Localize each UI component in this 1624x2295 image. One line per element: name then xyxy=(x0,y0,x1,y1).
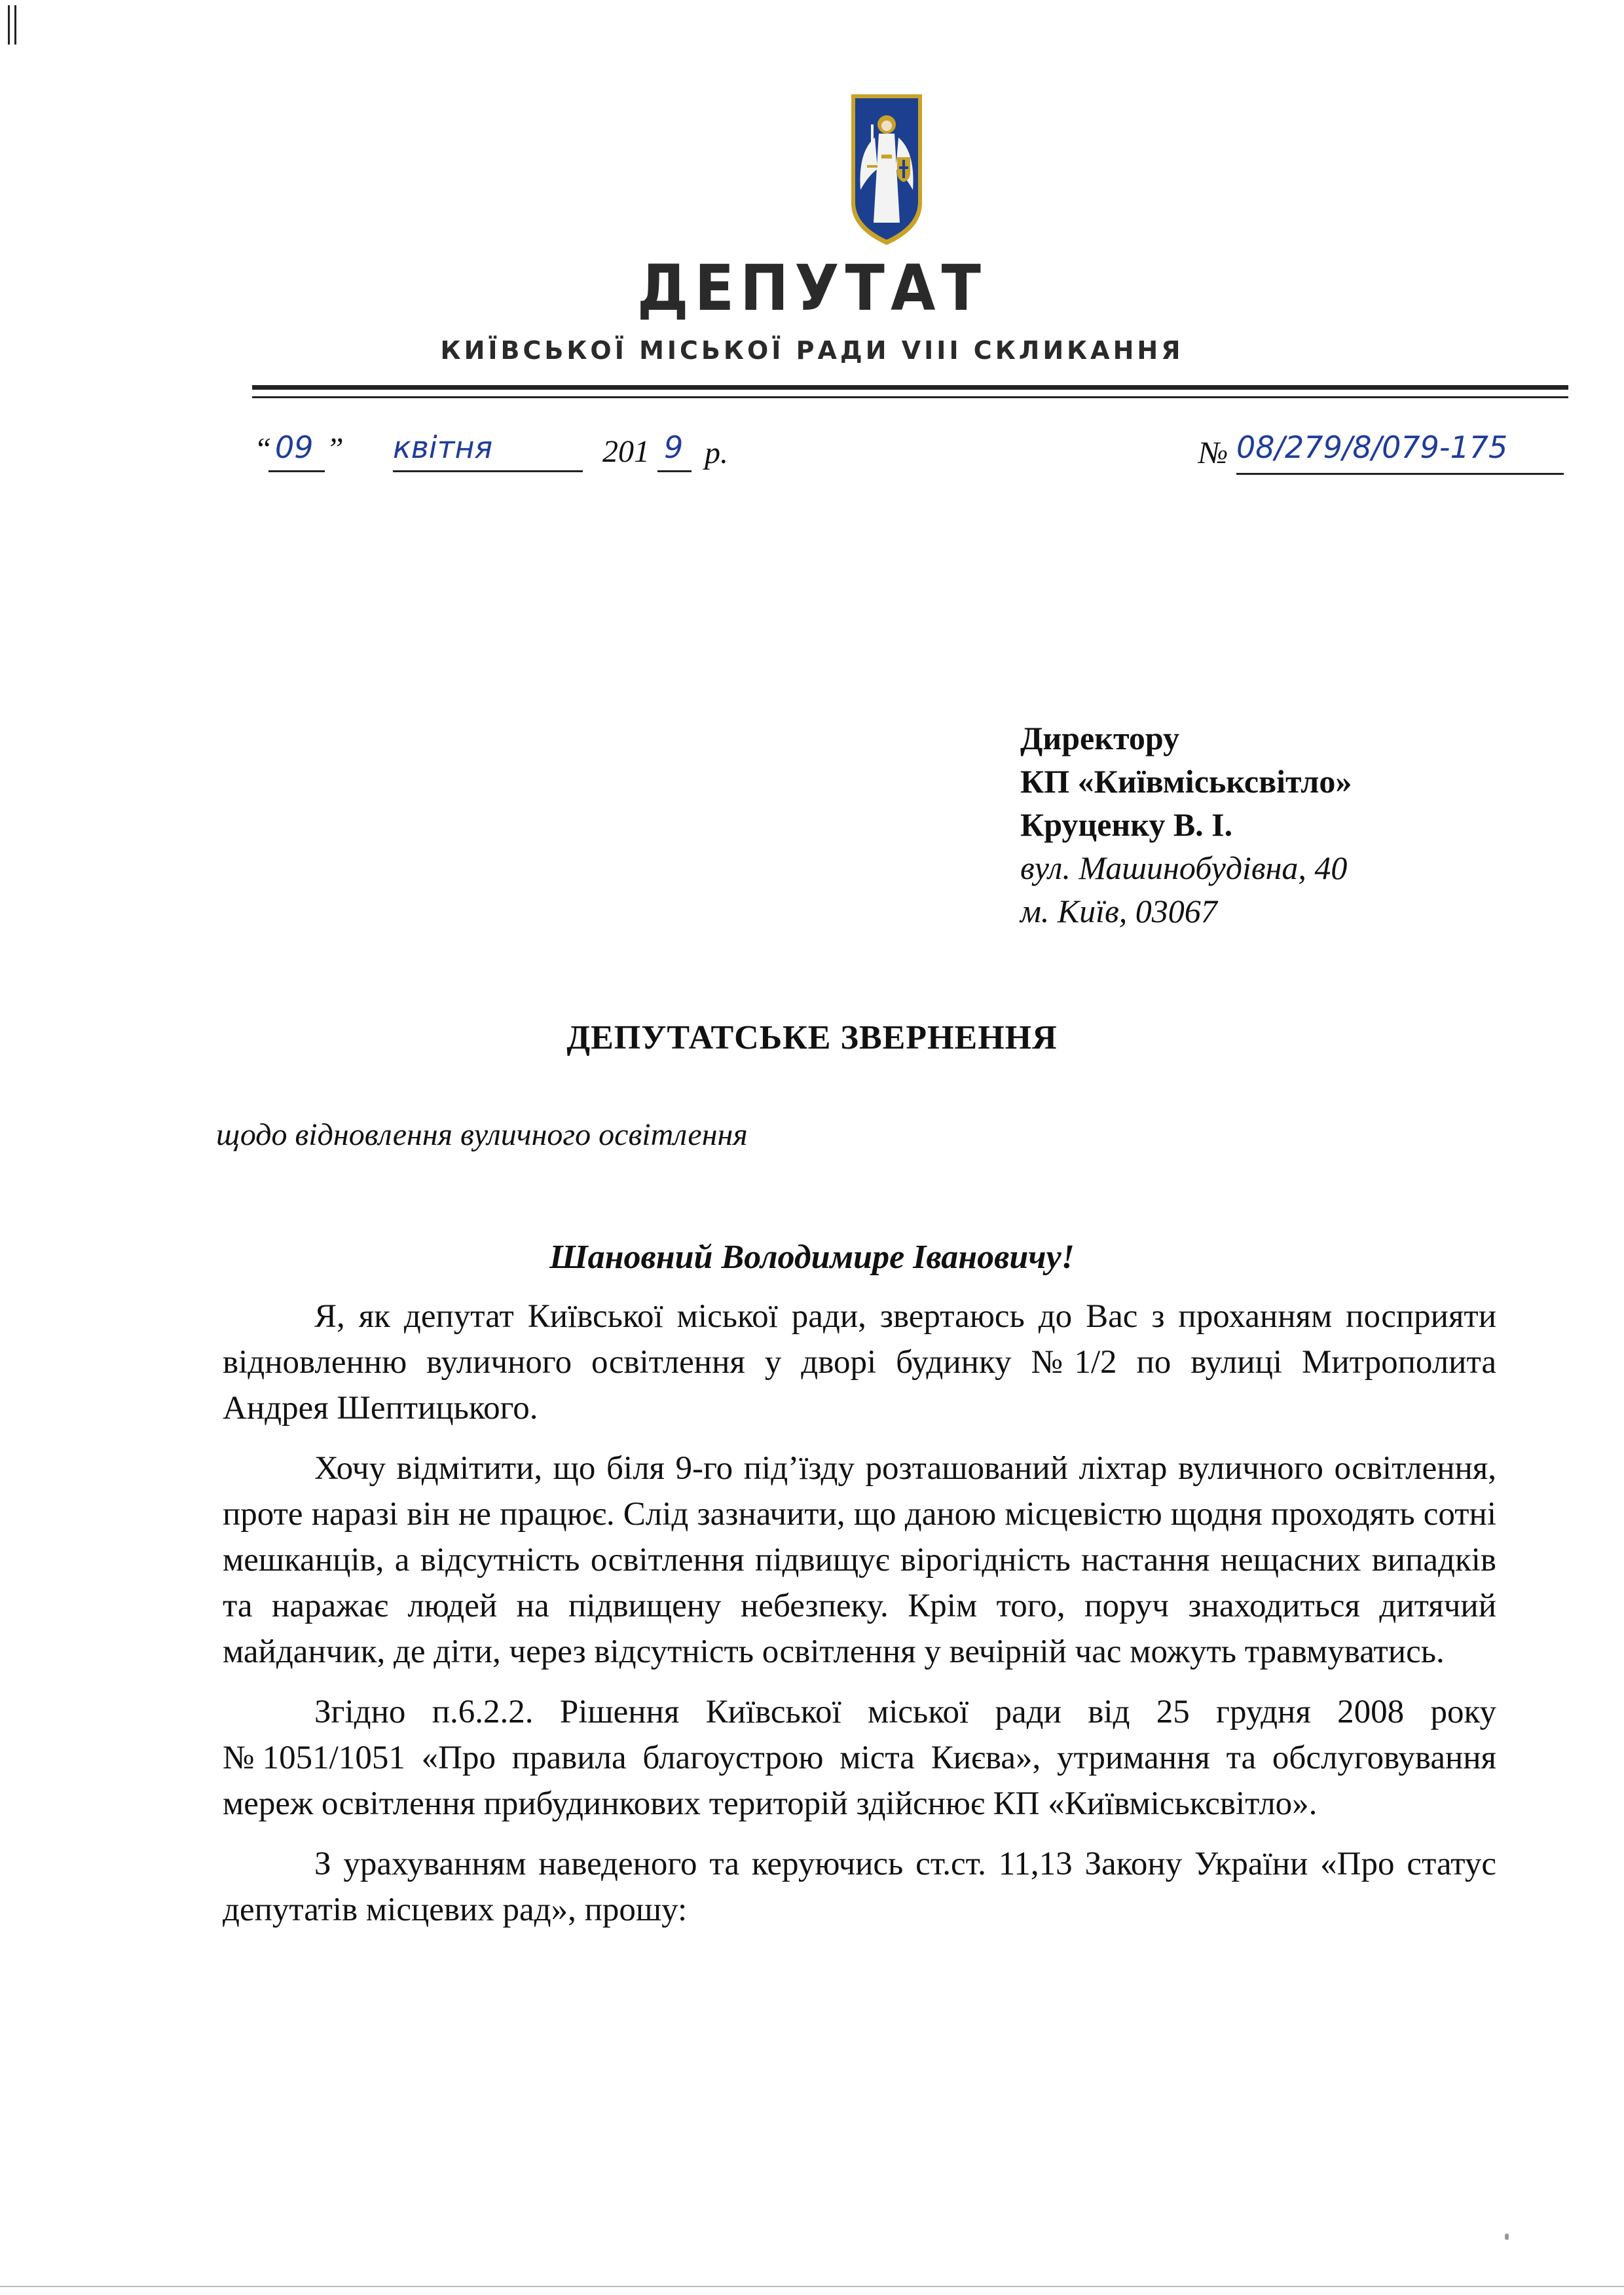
underline xyxy=(657,470,692,472)
binding-mark xyxy=(8,5,10,45)
underline xyxy=(393,470,583,472)
underline xyxy=(1236,473,1564,475)
letter-body xyxy=(223,1294,1496,1947)
body-paragraph: Хочу відмітити, що біля 9-го під’їзду розташований ліхтар вуличного освітлення, проте наразі він не працює. Слід зазначити, що даною місцевістю щодня проходять сотні мешканців, а відсутність освітлення підвищує вірогідність настання нещасних випадків та наражає людей на підвищену небезпеку. Крім того, поруч знаходиться дитячий майданчик, де діти, через відсутність освітлення у вечірній час можуть травмуватись. xyxy=(223,1450,1496,1670)
document-title: ДЕПУТАТСЬКЕ ЗВЕРНЕННЯ xyxy=(566,1019,1058,1056)
addressee-position: Директору xyxy=(1020,720,1180,756)
number-prefix: № xyxy=(1198,436,1228,470)
scan-speck xyxy=(1505,2233,1509,2240)
letterhead-title: ДЕПУТАТ xyxy=(637,252,987,325)
date-year-prefix: 201 xyxy=(602,434,650,469)
salutation: Шановний Володимире Івановичу! xyxy=(549,1239,1075,1276)
addressee-block xyxy=(1020,717,1352,933)
date-year-digit: 9 xyxy=(664,430,684,465)
quote-mark: ” xyxy=(326,432,344,466)
addressee-street: вул. Машинобудівна, 40 xyxy=(1020,849,1348,886)
letterhead-rule xyxy=(252,396,1568,398)
quote-mark: “ xyxy=(254,432,272,466)
underline xyxy=(268,470,325,472)
date-year-suffix: р. xyxy=(705,436,728,470)
body-paragraph: З урахуванням наведеного та керуючись ст.ст. 11,13 Закону України «Про статус депутатів місцевих рад», прошу: xyxy=(223,1846,1496,1928)
kyiv-coat-of-arms-icon xyxy=(849,92,925,248)
body-paragraph: Я, як депутат Київської міської ради, звертаюсь до Вас з проханням посприяти відновленню вуличного освітлення у дворі будинку №1/2 по вулиці Митрополита Андрея Шептицького. xyxy=(223,1298,1496,1427)
registration-number: 08/279/8/079-175 xyxy=(1236,430,1508,465)
date-month: квітня xyxy=(393,430,493,465)
addressee-city: м. Київ, 03067 xyxy=(1020,893,1217,929)
binding-mark xyxy=(14,5,16,45)
addressee-organization: КП «Київміськсвітло» xyxy=(1020,763,1352,800)
letterhead-rule xyxy=(252,385,1568,390)
scan-edge-line xyxy=(0,2286,1624,2287)
letterhead-subtitle: КИЇВСЬКОЇ МІСЬКОЇ РАДИ VIII СКЛИКАННЯ xyxy=(440,336,1184,365)
document-subject: щодо відновлення вуличного освітлення xyxy=(216,1117,748,1152)
date-day: 09 xyxy=(275,430,314,465)
body-paragraph: Згідно п.6.2.2. Рішення Київської міської ради від 25 грудня 2008 року №1051/1051 «Про правила благоустрою міста Києва», утримання та обслуговування мереж освітлення прибудинкових територій здійснює КП «Київміськсвітло». xyxy=(223,1694,1496,1822)
addressee-name: Круценку В. І. xyxy=(1020,806,1233,843)
